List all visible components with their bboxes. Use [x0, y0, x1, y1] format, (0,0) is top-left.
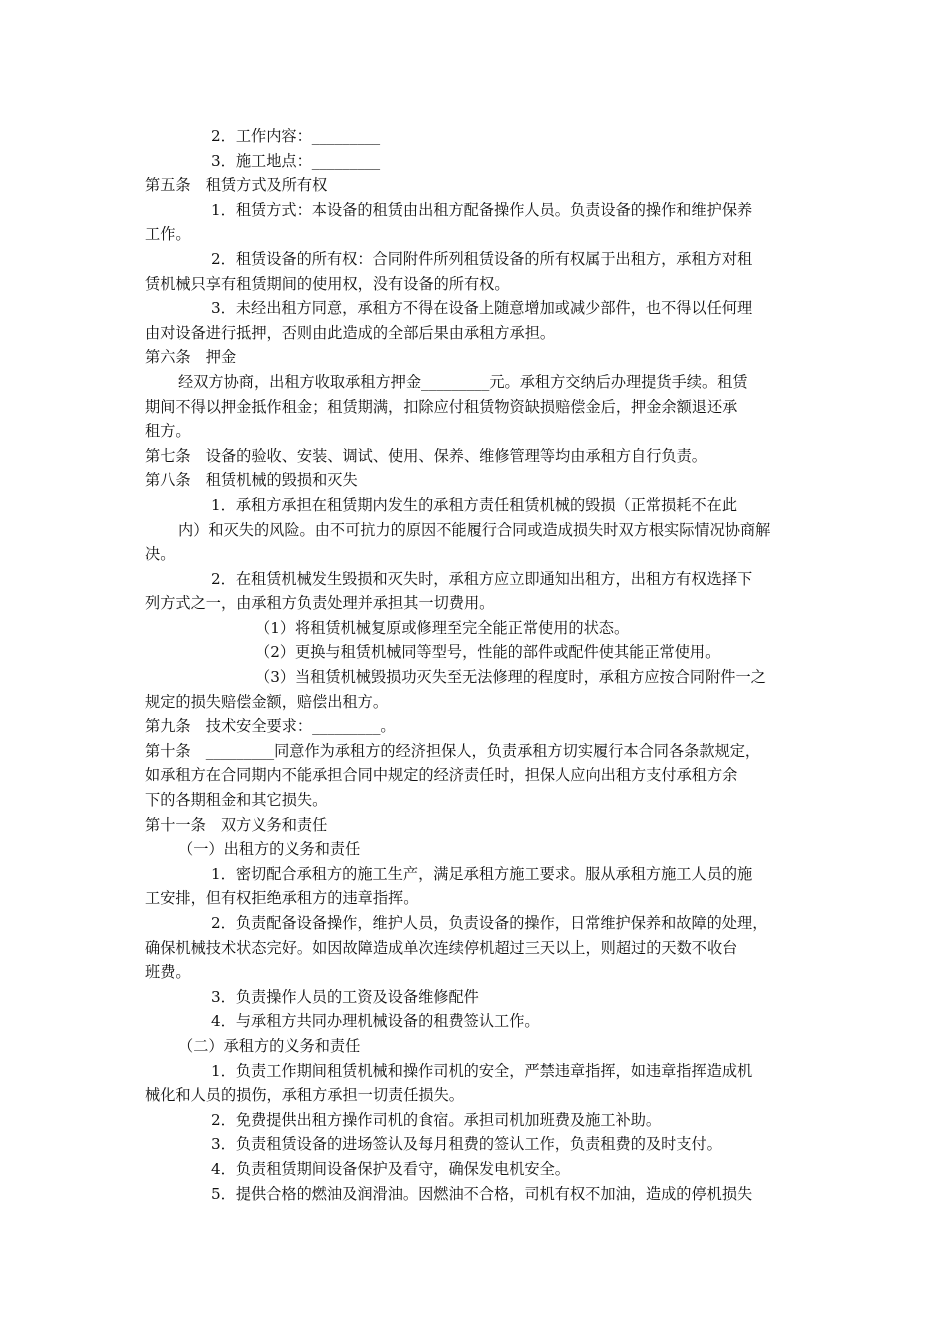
text-line: 工安排，但有权拒绝承租方的违章指挥。 — [145, 889, 419, 908]
text-line: 规定的损失赔偿金额，赔偿出租方。 — [145, 692, 388, 711]
text-line: 2．租赁设备的所有权：合同附件所列租赁设备的所有权属于出租方，承租方对租 — [211, 249, 753, 268]
text-line: 决。 — [145, 545, 176, 564]
text-line: 3．负责操作人员的工资及设备维修配件 — [211, 987, 479, 1006]
article-heading: 第五条 租赁方式及所有权 — [145, 176, 328, 195]
text-line: 1．承租方承担在租赁期内发生的承租方责任租赁机械的毁损（正常损耗不在此 — [211, 495, 738, 514]
text-line: 2．免费提供出租方操作司机的食宿。承担司机加班费及施工补助。 — [211, 1110, 662, 1129]
text-line: 4．负责租赁期间设备保护及看守，确保发电机安全。 — [211, 1159, 570, 1178]
text-line: 4．与承租方共同办理机械设备的租费签认工作。 — [211, 1012, 540, 1031]
article-heading: 第八条 租赁机械的毁损和灭失 — [145, 471, 358, 490]
text-line: 械化和人员的损伤，承租方承担一切责任损失。 — [145, 1086, 464, 1105]
article-heading: 第九条 技术安全要求：_________。 — [145, 717, 396, 736]
text-line: 2．工作内容：_________ — [211, 127, 381, 145]
text-line: 5．提供合格的燃油及润滑油。因燃油不合格，司机有权不加油，造成的停机损失 — [211, 1184, 753, 1203]
text-line: 租方。 — [145, 422, 191, 441]
text-line: 班费。 — [145, 963, 191, 982]
text-line: 1．租赁方式：本设备的租赁由出租方配备操作人员。负责设备的操作和维护保养 — [211, 200, 753, 219]
text-line: 工作。 — [145, 225, 191, 244]
text-line: 1．密切配合承租方的施工生产，满足承租方施工要求。服从承租方施工人员的施 — [211, 864, 753, 883]
text-line: 3．施工地点：_________ — [211, 151, 381, 170]
section-heading: （二）承租方的义务和责任 — [178, 1036, 361, 1055]
text-line: 期间不得以押金抵作租金；租赁期满，扣除应付租赁物资缺损赔偿金后，押金余额退还承 — [145, 397, 738, 416]
text-line: （3）当租赁机械毁损功灭失至无法修理的程度时，承租方应按合同附件一之 — [255, 668, 766, 687]
text-line: 3．未经出租方同意，承租方不得在设备上随意增加或减少部件，也不得以任何理 — [211, 299, 753, 318]
article-heading: 第六条 押金 — [145, 348, 237, 367]
text-line: 列方式之一，由承租方负责处理并承担其一切费用。 — [145, 594, 495, 613]
text-line: 确保机械技术状态完好。如因故障造成单次连续停机超过三天以上，则超过的天数不收台 — [145, 938, 738, 957]
article-heading: 第十一条 双方义务和责任 — [145, 815, 328, 834]
text-line: （2）更换与租赁机械同等型号，性能的部件或配件使其能正常使用。 — [255, 643, 721, 662]
text-line: 3．负责租赁设备的进场签认及每月租费的签认工作，负责租费的及时支付。 — [211, 1135, 722, 1154]
article-heading: 第十条 _________同意作为承租方的经济担保人，负责承租方切实履行本合同各条款规定， — [145, 741, 761, 760]
text-line: 2．在租赁机械发生毁损和灭失时，承租方应立即通知出租方，出租方有权选择下 — [211, 569, 753, 588]
text-line: 赁机械只享有租赁期间的使用权，没有设备的所有权。 — [145, 274, 510, 293]
text-line: 由对设备进行抵押，否则由此造成的全部后果由承租方承担。 — [145, 323, 556, 342]
text-line: 1．负责工作期间租赁机械和操作司机的安全，严禁违章指挥，如违章指挥造成机 — [211, 1061, 753, 1080]
text-line: 下的各期租金和其它损失。 — [145, 791, 328, 810]
text-line: 经双方协商，出租方收取承租方押金_________元。承租方交纳后办理提货手续。租赁 — [178, 372, 748, 391]
section-heading: （一）出租方的义务和责任 — [178, 840, 361, 859]
text-line: 2．负责配备设备操作，维护人员，负责设备的操作，日常维护保养和故障的处理， — [211, 914, 768, 932]
text-line: 如承租方在合同期内不能承担合同中规定的经济责任时，担保人应向出租方支付承租方余 — [145, 766, 738, 785]
text-line: （1）将租赁机械复原或修理至完全能正常使用的状态。 — [255, 618, 630, 637]
text-line: 内）和灭失的风险。由不可抗力的原因不能履行合同或造成损失时双方根实际情况协商解 — [178, 520, 771, 539]
document-page — [145, 124, 815, 1206]
article-heading: 第七条 设备的验收、安装、调试、使用、保养、维修管理等均由承租方自行负责。 — [145, 446, 707, 465]
